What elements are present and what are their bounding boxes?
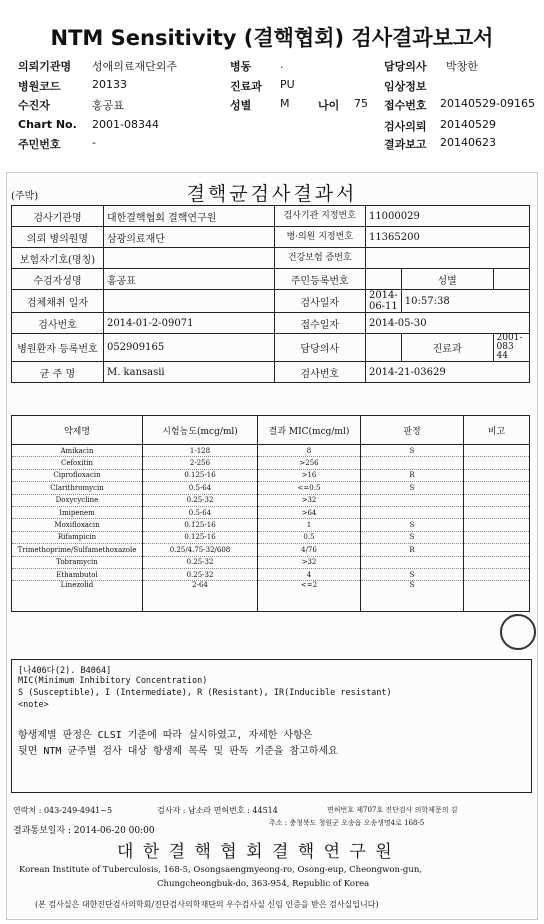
field-label: 검사의뢰 (384, 120, 427, 133)
column-header: 결과 MIC(mcg/ml) (258, 416, 361, 445)
drug-name: Tobramycin (12, 556, 143, 568)
interpretation (361, 506, 464, 518)
info-label: 검사번호 (12, 313, 104, 334)
info-label: 진료과 (401, 334, 493, 362)
sensitivity-table (11, 415, 530, 612)
table-row (12, 568, 530, 580)
test-range: 2-64 (143, 581, 258, 612)
drug-name: Cefoxitin (12, 457, 143, 469)
test-range: 2-256 (143, 457, 258, 469)
footer-cert: (본 검사실은 대한진단검사의학회/진단검사의학재단의 우수검사실 신임 인증을 받은 검사실입니다) (35, 900, 379, 909)
mic-result: >32 (258, 494, 361, 506)
info-value: 홍공표 (103, 269, 274, 290)
interpretation: S (361, 581, 464, 612)
note-line: MIC(Minimum Inhibitory Concentration) (18, 676, 208, 686)
drug-name: Imipenem (12, 506, 143, 518)
mic-result: 4/76 (258, 544, 361, 556)
drug-name: Moxifloxacin (12, 519, 143, 531)
drug-name: Linezolid (12, 581, 143, 612)
official-seal (500, 614, 536, 650)
remark (464, 445, 530, 457)
table-row (12, 506, 530, 518)
info-value: 삼광의료재단 (103, 227, 274, 248)
interpretation: S (361, 568, 464, 580)
info-value: 11000029 (365, 206, 529, 227)
remark (464, 556, 530, 568)
info-value (365, 248, 529, 269)
column-header: 시험농도(mcg/ml) (143, 416, 258, 445)
footer-address: 주소 : 충청북도 청원군 오송읍 오송생명4로 168-5 (269, 819, 425, 827)
interpretation: S (361, 482, 464, 494)
test-range: 0.25-32 (143, 556, 258, 568)
field-value: . (280, 58, 284, 71)
note-line: [나406다(2). B4064] (18, 666, 112, 676)
table-row (12, 457, 530, 469)
footer-org-en: Korean Institute of Tuberculosis, 168-5, Osongsaengmyeong-ro, Osong-eup, Cheongwon-gun, (19, 865, 422, 875)
info-value: 2014-06-11 (365, 290, 401, 313)
mic-result: >32 (258, 556, 361, 568)
field-value: 홍공표 (92, 99, 124, 112)
mic-result: >16 (258, 469, 361, 481)
scanned-report (6, 172, 538, 920)
test-range: 0.25-32 (143, 568, 258, 580)
mic-result: 1 (258, 519, 361, 531)
drug-name: Clarithromycin (12, 482, 143, 494)
field-label: 접수번호 (384, 99, 427, 112)
field-value: 20140529 (440, 118, 496, 131)
info-label: 접수일자 (274, 313, 365, 334)
notes-box (11, 659, 532, 793)
field-label: 나이 (318, 99, 340, 112)
field-label: 임상정보 (384, 80, 427, 93)
note-line: <note> (18, 700, 49, 710)
column-header: 판정 (361, 416, 464, 445)
interpretation (361, 457, 464, 469)
note-line: 항생제별 판정은 CLSI 기준에 따라 실시하였고, 자세한 사항은 (18, 730, 313, 741)
info-value (103, 248, 274, 269)
info-value (365, 269, 401, 290)
test-range: 0.25-32 (143, 494, 258, 506)
mic-result: >64 (258, 506, 361, 518)
field-value: 2001-08344 (92, 118, 159, 131)
field-value: 75 (354, 97, 368, 110)
mic-result: 0.5 (258, 531, 361, 543)
info-label: 건강보험 증번호 (274, 248, 365, 269)
table-row (12, 531, 530, 543)
interpretation: R (361, 469, 464, 481)
info-value (493, 269, 530, 290)
remark (464, 531, 530, 543)
field-value: 성애의료재단외주 (92, 60, 178, 73)
drug-name: Rifampicin (12, 531, 143, 543)
field-label: 성별 (230, 99, 252, 112)
table-row (12, 581, 530, 612)
info-label: 수검자성명 (12, 269, 104, 290)
test-range: 0.5-64 (143, 506, 258, 518)
remark (464, 568, 530, 580)
remark (464, 544, 530, 556)
field-value: 20140529-09165 (440, 97, 535, 110)
drug-name: Ethambutol (12, 568, 143, 580)
remark (464, 506, 530, 518)
drug-name: Amikacin (12, 445, 143, 457)
remark (464, 469, 530, 481)
column-header: 약제명 (12, 416, 143, 445)
info-value: 대한결핵협회 결핵연구원 (103, 206, 274, 227)
column-header: 비고 (464, 416, 530, 445)
info-label: 검사일자 (274, 290, 365, 313)
info-label: 검사기관 지정번호 (274, 206, 365, 227)
footer-license: 면허번호 제707호 진단검사 의학제문의 김 (327, 806, 458, 814)
remark (464, 581, 530, 612)
mic-result: <=2 (258, 581, 361, 612)
test-range: 1-128 (143, 445, 258, 457)
test-range: 0.125-16 (143, 519, 258, 531)
remark (464, 519, 530, 531)
info-value: 11365200 (365, 227, 529, 248)
info-value: 2001-083 44 (493, 334, 530, 362)
field-label: 수진자 (18, 99, 50, 112)
mic-result: <=0.5 (258, 482, 361, 494)
interpretation: R (361, 544, 464, 556)
footer-org-name: 대 한 결 핵 협 회 결 핵 연 구 원 (117, 842, 394, 862)
info-label: 병·의원 지정번호 (274, 227, 365, 248)
drug-name: Doxycycline (12, 494, 143, 506)
table-row (12, 482, 530, 494)
info-value (103, 290, 274, 313)
field-value: 20133 (92, 78, 127, 91)
info-label: 병원환자 등록번호 (12, 334, 104, 362)
info-value: 2014-21-03629 (365, 362, 529, 383)
drug-name: Ciprofloxacin (12, 469, 143, 481)
table-row (12, 519, 530, 531)
field-label: 결과보고 (384, 138, 427, 151)
field-value: 박창한 (446, 60, 478, 73)
table-row (12, 556, 530, 568)
note-line: S (Susceptible), I (Intermediate), R (Resistant), IR(Inducible resistant) (18, 688, 392, 698)
footer-phone: 연락처 : 043-249-4941~5 (13, 806, 113, 815)
form-number: (주박) (11, 191, 39, 202)
interpretation: S (361, 445, 464, 457)
info-label: 검사기관명 (12, 206, 104, 227)
test-range: 0.25/4.75-32/608 (143, 544, 258, 556)
field-label: 의뢰기관명 (18, 60, 72, 73)
info-label: 검체채취 일자 (12, 290, 104, 313)
field-label: 담당의사 (384, 60, 427, 73)
footer-org-en: Chungcheongbuk-do, 363-954, Republic of Korea (157, 879, 370, 889)
table-row (12, 469, 530, 481)
info-label: 검사번호 (274, 362, 365, 383)
mic-result: 4 (258, 568, 361, 580)
info-label: 담당의사 (274, 334, 365, 362)
report-title: 결핵균검사결과서 (186, 183, 358, 205)
table-row (12, 494, 530, 506)
interpretation: S (361, 519, 464, 531)
remark (464, 457, 530, 469)
interpretation: S (361, 531, 464, 543)
info-label: 의뢰 병의원명 (12, 227, 104, 248)
info-value: 2014-01-2-09071 (103, 313, 274, 334)
interpretation (361, 556, 464, 568)
note-line: 뒷면 NTM 균주별 검사 대상 항생제 목록 및 판독 기준을 참고하세요 (18, 746, 338, 757)
field-label: 병동 (230, 60, 252, 73)
info-table (11, 205, 530, 383)
info-value: 2014-05-30 (365, 313, 529, 334)
footer-date: 결과통보일자 : 2014-06-20 00:00 (13, 826, 155, 836)
test-range: 0.125-16 (143, 531, 258, 543)
page-title: NTM Sensitivity (결핵협회) 검사결과보고서 (50, 26, 494, 50)
info-value: M. kansasii (103, 362, 274, 383)
interpretation (361, 494, 464, 506)
field-value: PU (280, 78, 295, 91)
field-value: M (280, 97, 290, 110)
drug-name: Trimethoprime/Sulfamethoxazole (12, 544, 143, 556)
field-label: 병원코드 (18, 80, 61, 93)
info-label: 성별 (401, 269, 493, 290)
field-value: 20140623 (440, 136, 496, 149)
info-value (365, 334, 401, 362)
info-value: 10:57:38 (401, 290, 529, 313)
remark (464, 482, 530, 494)
test-range: 0.125-16 (143, 469, 258, 481)
field-label: 진료과 (230, 80, 262, 93)
info-label: 주민등록번호 (274, 269, 365, 290)
mic-result: >256 (258, 457, 361, 469)
info-value: 052909165 (103, 334, 274, 362)
remark (464, 494, 530, 506)
table-row (12, 544, 530, 556)
info-label: 보험자기호(명칭) (12, 248, 104, 269)
test-range: 0.5-64 (143, 482, 258, 494)
field-label: Chart No. (18, 118, 77, 131)
field-label: 주민번호 (18, 138, 61, 151)
mic-result: 8 (258, 445, 361, 457)
info-label: 균 주 명 (12, 362, 104, 383)
footer-tester: 검사자 : 남소라 면허번호 : 44514 (157, 806, 278, 815)
field-value: - (92, 136, 96, 149)
table-row (12, 445, 530, 457)
